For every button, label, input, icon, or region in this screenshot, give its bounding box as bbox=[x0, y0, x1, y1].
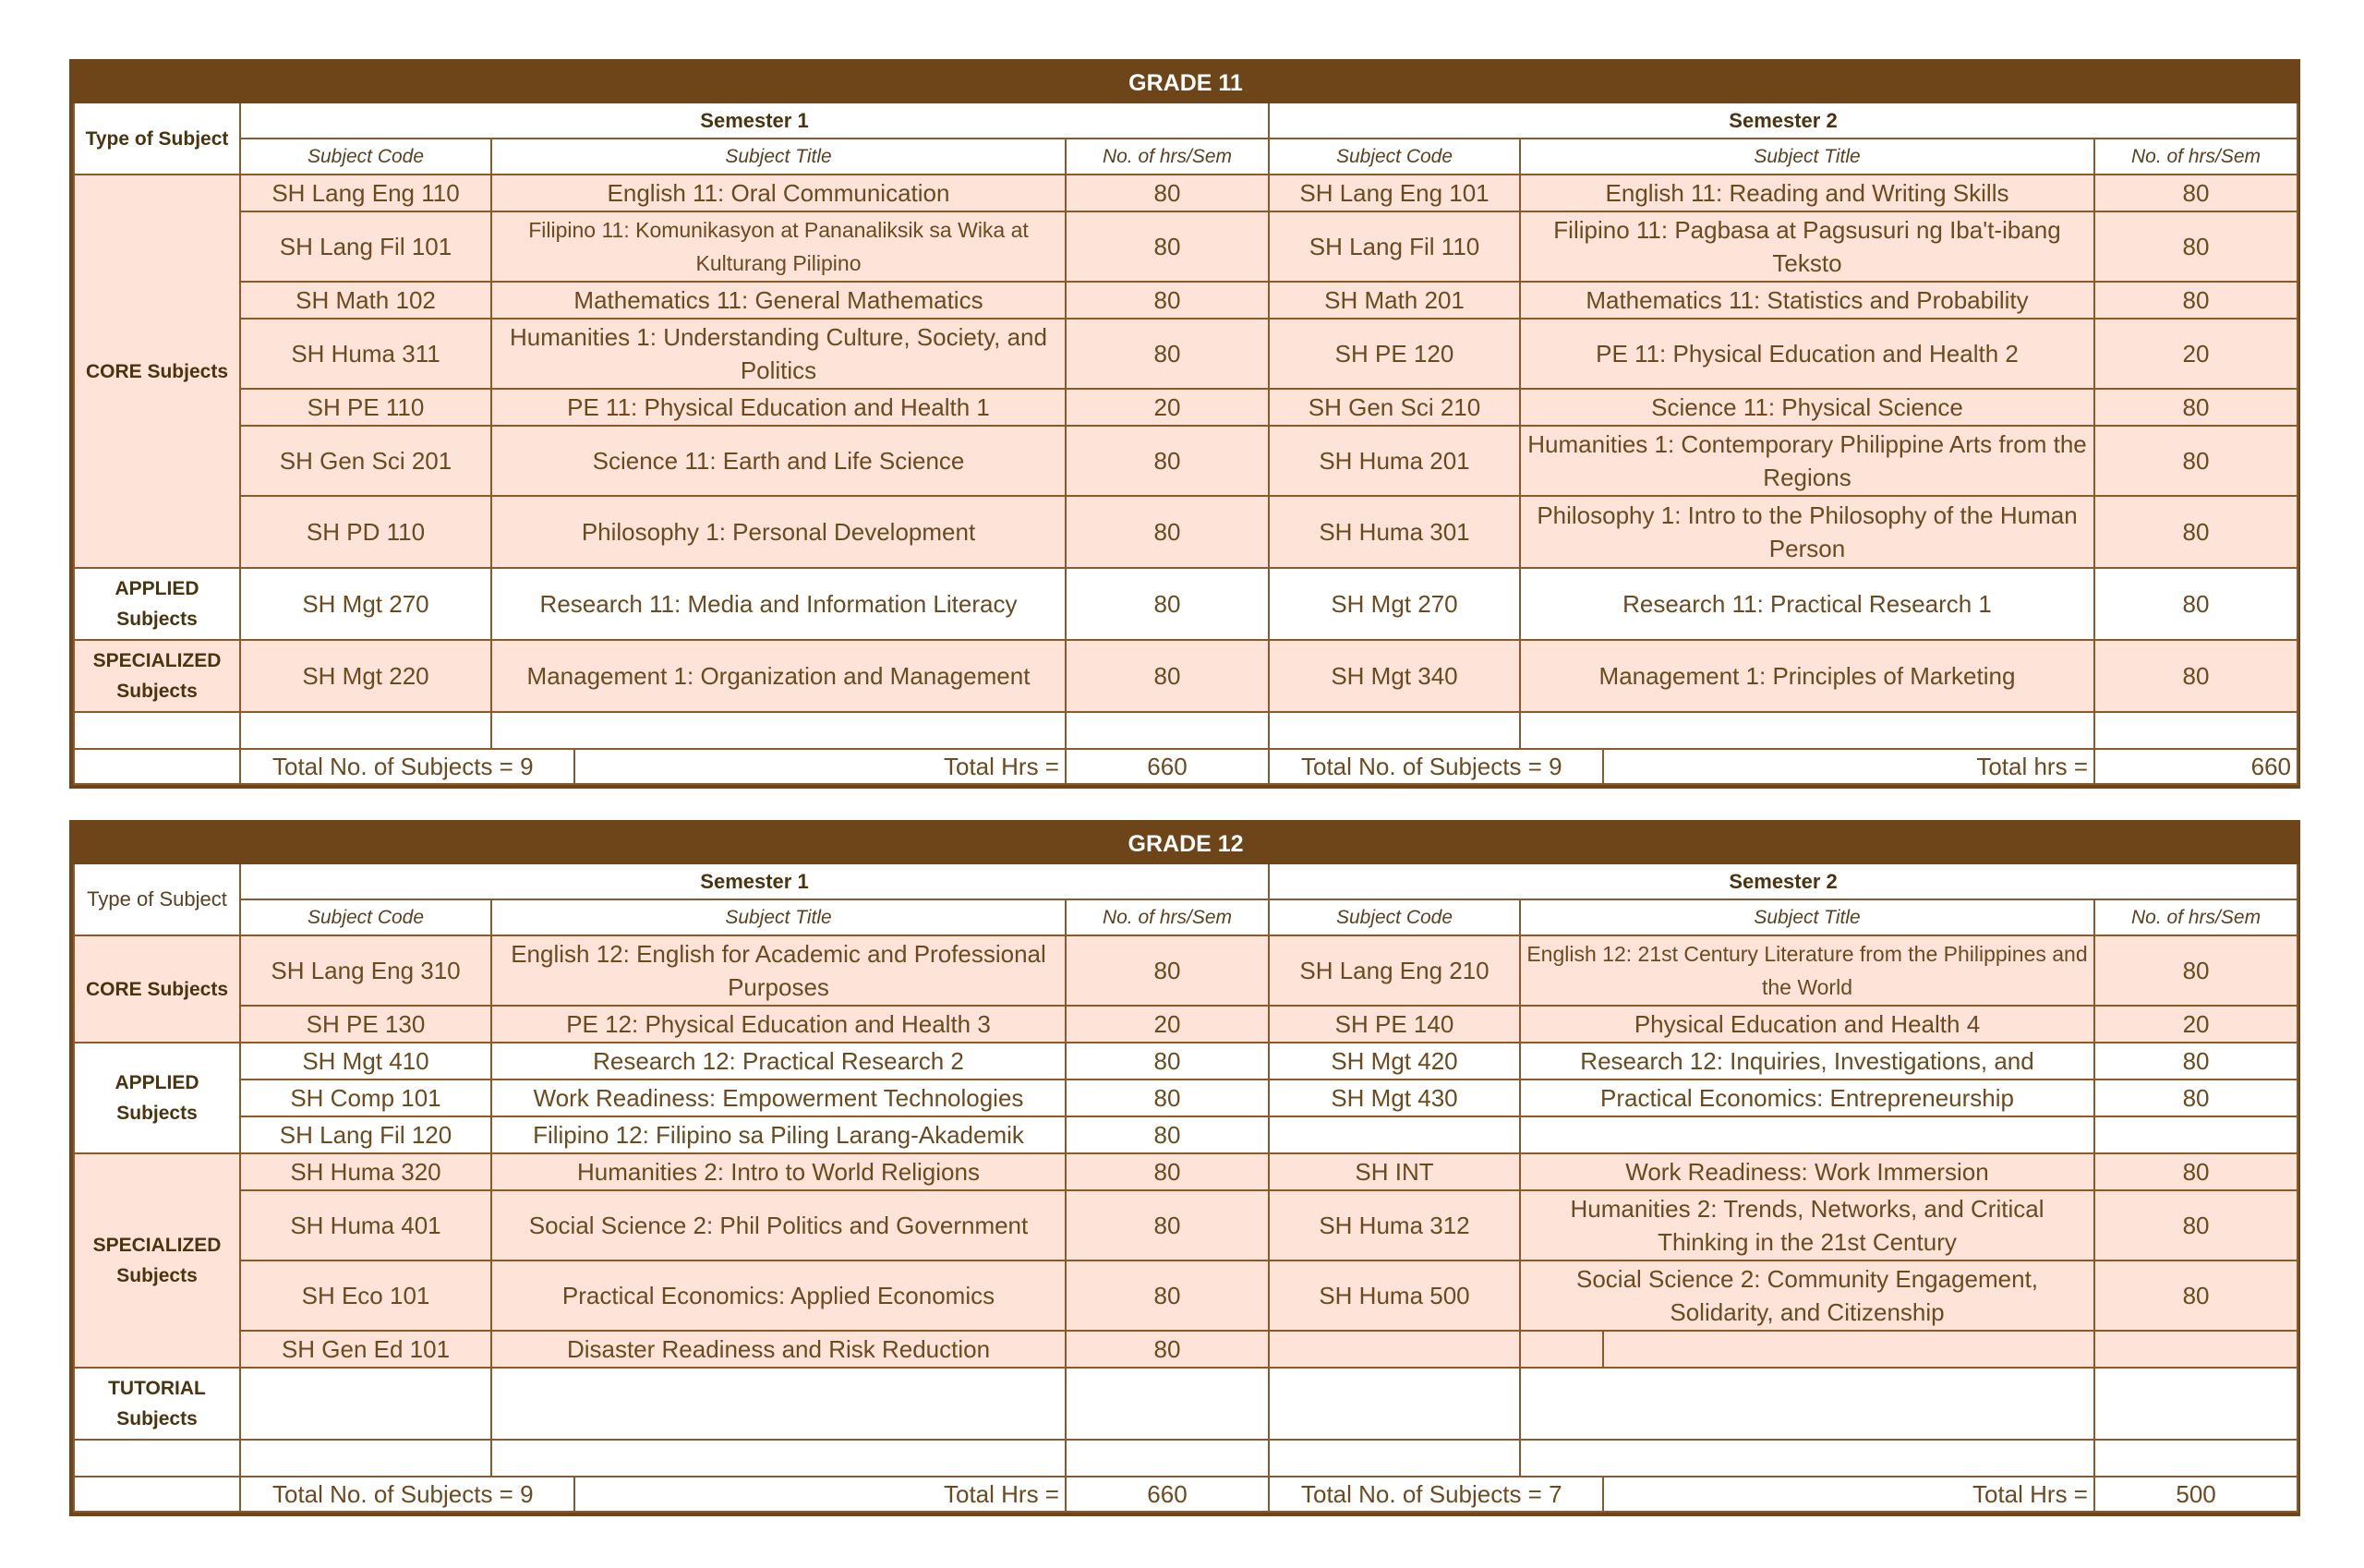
subject-code: SH Gen Ed 101 bbox=[240, 1331, 491, 1368]
subject-code: SH Lang Fil 101 bbox=[240, 211, 491, 282]
subject-hrs: 20 bbox=[2094, 1006, 2298, 1043]
subject-title: Physical Education and Health 4 bbox=[1520, 1006, 2094, 1043]
subject-title: Humanities 2: Intro to World Religions bbox=[491, 1153, 1066, 1190]
col-hrs: No. of hrs/Sem bbox=[1066, 899, 1269, 935]
subject-code: SH Gen Sci 210 bbox=[1269, 389, 1520, 426]
subject-hrs: 80 bbox=[2094, 496, 2298, 568]
subject-code: SH Math 102 bbox=[240, 282, 491, 319]
table-row bbox=[74, 319, 2298, 389]
subject-code bbox=[1269, 1331, 1520, 1368]
total-subjects-sem1: Total No. of Subjects = 9 bbox=[240, 749, 574, 784]
blank-cell bbox=[1603, 1331, 2094, 1368]
semester-1-header: Semester 1 bbox=[240, 103, 1269, 139]
subject-code: SH PD 110 bbox=[240, 496, 491, 568]
group-applied: APPLIED Subjects bbox=[74, 1043, 240, 1153]
group-specialized: SPECIALIZED Subjects bbox=[74, 1153, 240, 1368]
subject-title: Practical Economics: Applied Economics bbox=[491, 1260, 1066, 1331]
subject-code bbox=[1269, 1116, 1520, 1153]
table-row bbox=[74, 211, 2298, 282]
subject-hrs bbox=[2094, 1116, 2298, 1153]
table-row bbox=[74, 1331, 2298, 1368]
col-subject-title: Subject Title bbox=[491, 139, 1066, 175]
subject-hrs: 80 bbox=[2094, 1260, 2298, 1331]
grade-11-title: GRADE 11 bbox=[74, 64, 2298, 103]
subject-title: Filipino 11: Pagbasa at Pagsusuri ng Iba't-ibang Teksto bbox=[1520, 211, 2094, 282]
subject-hrs: 80 bbox=[1066, 282, 1269, 319]
table-row bbox=[74, 935, 2298, 1006]
total-hrs-sem2: 500 bbox=[2094, 1477, 2298, 1512]
subject-code: SH Lang Fil 120 bbox=[240, 1116, 491, 1153]
subject-title: Philosophy 1: Personal Development bbox=[491, 496, 1066, 568]
subject-title: Practical Economics: Entrepreneurship bbox=[1520, 1080, 2094, 1116]
subject-title: Research 11: Practical Research 1 bbox=[1520, 568, 2094, 640]
col-subject-code: Subject Code bbox=[1269, 899, 1520, 935]
subject-code: SH Huma 201 bbox=[1269, 426, 1520, 496]
table-row bbox=[74, 1116, 2298, 1153]
subject-hrs: 80 bbox=[2094, 1153, 2298, 1190]
subject-code: SH INT bbox=[1269, 1153, 1520, 1190]
subject-hrs: 80 bbox=[1066, 935, 1269, 1006]
total-hrs-sem1: 660 bbox=[1066, 1477, 1269, 1512]
subject-hrs: 80 bbox=[2094, 568, 2298, 640]
subject-code: SH Mgt 270 bbox=[1269, 568, 1520, 640]
table-row bbox=[74, 1190, 2298, 1260]
subject-code: SH Mgt 270 bbox=[240, 568, 491, 640]
subject-code: SH PE 110 bbox=[240, 389, 491, 426]
subject-title: Management 1: Principles of Marketing bbox=[1520, 640, 2094, 712]
group-core: CORE Subjects bbox=[74, 935, 240, 1043]
subject-title: Management 1: Organization and Management bbox=[491, 640, 1066, 712]
subject-code: SH Huma 500 bbox=[1269, 1260, 1520, 1331]
subject-hrs: 80 bbox=[2094, 1190, 2298, 1260]
col-subject-title: Subject Title bbox=[491, 899, 1066, 935]
subject-code: SH Mgt 420 bbox=[1269, 1043, 1520, 1080]
subject-title bbox=[1520, 1116, 2094, 1153]
col-subject-code: Subject Code bbox=[1269, 139, 1520, 175]
subject-hrs bbox=[2094, 1331, 2298, 1368]
subject-title: Research 11: Media and Information Literacy bbox=[491, 568, 1066, 640]
subject-title: Humanities 1: Understanding Culture, Society, and Politics bbox=[491, 319, 1066, 389]
subject-title: Science 11: Physical Science bbox=[1520, 389, 2094, 426]
totals-row bbox=[74, 1477, 2298, 1512]
total-subjects-sem2: Total No. of Subjects = 9 bbox=[1269, 749, 1603, 784]
subject-code: SH Comp 101 bbox=[240, 1080, 491, 1116]
table-row bbox=[74, 640, 2298, 712]
subject-hrs: 80 bbox=[2094, 175, 2298, 211]
subject-code: SH Huma 312 bbox=[1269, 1190, 1520, 1260]
semester-2-header: Semester 2 bbox=[1269, 863, 2298, 899]
table-row bbox=[74, 1153, 2298, 1190]
subject-title: Mathematics 11: General Mathematics bbox=[491, 282, 1066, 319]
subject-code: SH PE 130 bbox=[240, 1006, 491, 1043]
col-subject-title: Subject Title bbox=[1520, 139, 2094, 175]
subject-hrs: 80 bbox=[1066, 1116, 1269, 1153]
subject-title: Science 11: Earth and Life Science bbox=[491, 426, 1066, 496]
subject-hrs: 20 bbox=[1066, 389, 1269, 426]
subject-code: SH Gen Sci 201 bbox=[240, 426, 491, 496]
subject-title: Work Readiness: Empowerment Technologies bbox=[491, 1080, 1066, 1116]
total-hrs-label-sem2: Total hrs = bbox=[1603, 749, 2094, 784]
col-subject-code: Subject Code bbox=[240, 899, 491, 935]
subject-title: Filipino 11: Komunikasyon at Pananaliksik sa Wika at Kulturang Pilipino bbox=[491, 211, 1066, 282]
group-tutorial: TUTORIAL Subjects bbox=[74, 1368, 240, 1440]
subject-code: SH Mgt 220 bbox=[240, 640, 491, 712]
subject-hrs: 80 bbox=[2094, 211, 2298, 282]
subject-code: SH Huma 320 bbox=[240, 1153, 491, 1190]
subject-code: SH Lang Eng 310 bbox=[240, 935, 491, 1006]
subject-code: SH Mgt 430 bbox=[1269, 1080, 1520, 1116]
subject-code: SH Eco 101 bbox=[240, 1260, 491, 1331]
subject-hrs: 80 bbox=[1066, 1153, 1269, 1190]
subject-code: SH Huma 311 bbox=[240, 319, 491, 389]
subject-title: English 11: Oral Communication bbox=[491, 175, 1066, 211]
subject-hrs: 80 bbox=[1066, 426, 1269, 496]
subject-hrs: 80 bbox=[1066, 211, 1269, 282]
table-row bbox=[74, 1080, 2298, 1116]
subject-code: SH PE 120 bbox=[1269, 319, 1520, 389]
table-row bbox=[74, 1006, 2298, 1043]
total-subjects-sem2: Total No. of Subjects = 7 bbox=[1269, 1477, 1603, 1512]
subject-code: SH Huma 401 bbox=[240, 1190, 491, 1260]
subject-code: SH Lang Fil 110 bbox=[1269, 211, 1520, 282]
blank-row bbox=[74, 1440, 2298, 1477]
totals-row bbox=[74, 749, 2298, 784]
subject-code: SH PE 140 bbox=[1269, 1006, 1520, 1043]
blank-row bbox=[74, 712, 2298, 749]
subject-title: Filipino 12: Filipino sa Piling Larang-Akademik bbox=[491, 1116, 1066, 1153]
subject-hrs: 20 bbox=[1066, 1006, 1269, 1043]
subject-code: SH Lang Eng 210 bbox=[1269, 935, 1520, 1006]
subject-title: Research 12: Practical Research 2 bbox=[491, 1043, 1066, 1080]
table-row bbox=[74, 1260, 2298, 1331]
subject-hrs: 80 bbox=[2094, 1080, 2298, 1116]
subject-title: Social Science 2: Community Engagement, Solidarity, and Citizenship bbox=[1520, 1260, 2094, 1331]
subject-hrs: 80 bbox=[2094, 426, 2298, 496]
subject-code: SH Lang Eng 101 bbox=[1269, 175, 1520, 211]
subject-title: PE 12: Physical Education and Health 3 bbox=[491, 1006, 1066, 1043]
subject-hrs: 80 bbox=[2094, 1043, 2298, 1080]
subject-hrs: 80 bbox=[1066, 496, 1269, 568]
grade-11-table bbox=[69, 59, 2300, 789]
subject-hrs: 80 bbox=[1066, 175, 1269, 211]
subject-title: English 12: 21st Century Literature from the Philippines and the World bbox=[1520, 935, 2094, 1006]
semester-1-header: Semester 1 bbox=[240, 863, 1269, 899]
subject-hrs: 80 bbox=[1066, 1260, 1269, 1331]
subject-hrs: 80 bbox=[1066, 1080, 1269, 1116]
table-row bbox=[74, 1043, 2298, 1080]
subject-title: Mathematics 11: Statistics and Probability bbox=[1520, 282, 2094, 319]
group-specialized: SPECIALIZED Subjects bbox=[74, 640, 240, 712]
table-row bbox=[74, 1368, 2298, 1440]
subject-hrs: 80 bbox=[1066, 1190, 1269, 1260]
subject-title: Social Science 2: Phil Politics and Government bbox=[491, 1190, 1066, 1260]
subject-hrs: 80 bbox=[1066, 319, 1269, 389]
group-applied: APPLIED Subjects bbox=[74, 568, 240, 640]
table-row bbox=[74, 568, 2298, 640]
col-subject-title: Subject Title bbox=[1520, 899, 2094, 935]
table-row bbox=[74, 389, 2298, 426]
subject-hrs: 80 bbox=[2094, 389, 2298, 426]
total-hrs-label-sem1: Total Hrs = bbox=[574, 1477, 1066, 1512]
subject-code: SH Math 201 bbox=[1269, 282, 1520, 319]
type-of-subject-header: Type of Subject bbox=[74, 863, 240, 935]
table-row bbox=[74, 175, 2298, 211]
subject-title: Philosophy 1: Intro to the Philosophy of the Human Person bbox=[1520, 496, 2094, 568]
total-hrs-sem2: 660 bbox=[2094, 749, 2298, 784]
subject-title: English 11: Reading and Writing Skills bbox=[1520, 175, 2094, 211]
subject-hrs: 80 bbox=[2094, 935, 2298, 1006]
subject-hrs: 80 bbox=[1066, 640, 1269, 712]
subject-title: PE 11: Physical Education and Health 1 bbox=[491, 389, 1066, 426]
col-hrs: No. of hrs/Sem bbox=[2094, 899, 2298, 935]
col-subject-code: Subject Code bbox=[240, 139, 491, 175]
col-hrs: No. of hrs/Sem bbox=[1066, 139, 1269, 175]
semester-2-header: Semester 2 bbox=[1269, 103, 2298, 139]
subject-hrs: 20 bbox=[2094, 319, 2298, 389]
subject-hrs: 80 bbox=[1066, 568, 1269, 640]
grade-12-table bbox=[69, 820, 2300, 1516]
subject-code: SH Lang Eng 110 bbox=[240, 175, 491, 211]
total-hrs-label-sem2: Total Hrs = bbox=[1603, 1477, 2094, 1512]
type-of-subject-header: Type of Subject bbox=[74, 103, 240, 175]
subject-title: English 12: English for Academic and Professional Purposes bbox=[491, 935, 1066, 1006]
table-row bbox=[74, 282, 2298, 319]
table-row bbox=[74, 426, 2298, 496]
subject-hrs: 80 bbox=[2094, 282, 2298, 319]
subject-title: Humanities 2: Trends, Networks, and Critical Thinking in the 21st Century bbox=[1520, 1190, 2094, 1260]
total-hrs-label-sem1: Total Hrs = bbox=[574, 749, 1066, 784]
group-core: CORE Subjects bbox=[74, 175, 240, 568]
col-hrs: No. of hrs/Sem bbox=[2094, 139, 2298, 175]
grade-12-title: GRADE 12 bbox=[74, 825, 2298, 863]
subject-title: Research 12: Inquiries, Investigations, and bbox=[1520, 1043, 2094, 1080]
subject-code: SH Mgt 340 bbox=[1269, 640, 1520, 712]
total-hrs-sem1: 660 bbox=[1066, 749, 1269, 784]
subject-code: SH Mgt 410 bbox=[240, 1043, 491, 1080]
subject-title: Disaster Readiness and Risk Reduction bbox=[491, 1331, 1066, 1368]
subject-title bbox=[1520, 1331, 1603, 1368]
subject-hrs: 80 bbox=[1066, 1043, 1269, 1080]
table-row bbox=[74, 496, 2298, 568]
subject-title: Humanities 1: Contemporary Philippine Arts from the Regions bbox=[1520, 426, 2094, 496]
subject-title: Work Readiness: Work Immersion bbox=[1520, 1153, 2094, 1190]
subject-title: PE 11: Physical Education and Health 2 bbox=[1520, 319, 2094, 389]
subject-hrs: 80 bbox=[1066, 1331, 1269, 1368]
total-subjects-sem1: Total No. of Subjects = 9 bbox=[240, 1477, 574, 1512]
subject-hrs: 80 bbox=[2094, 640, 2298, 712]
subject-code: SH Huma 301 bbox=[1269, 496, 1520, 568]
